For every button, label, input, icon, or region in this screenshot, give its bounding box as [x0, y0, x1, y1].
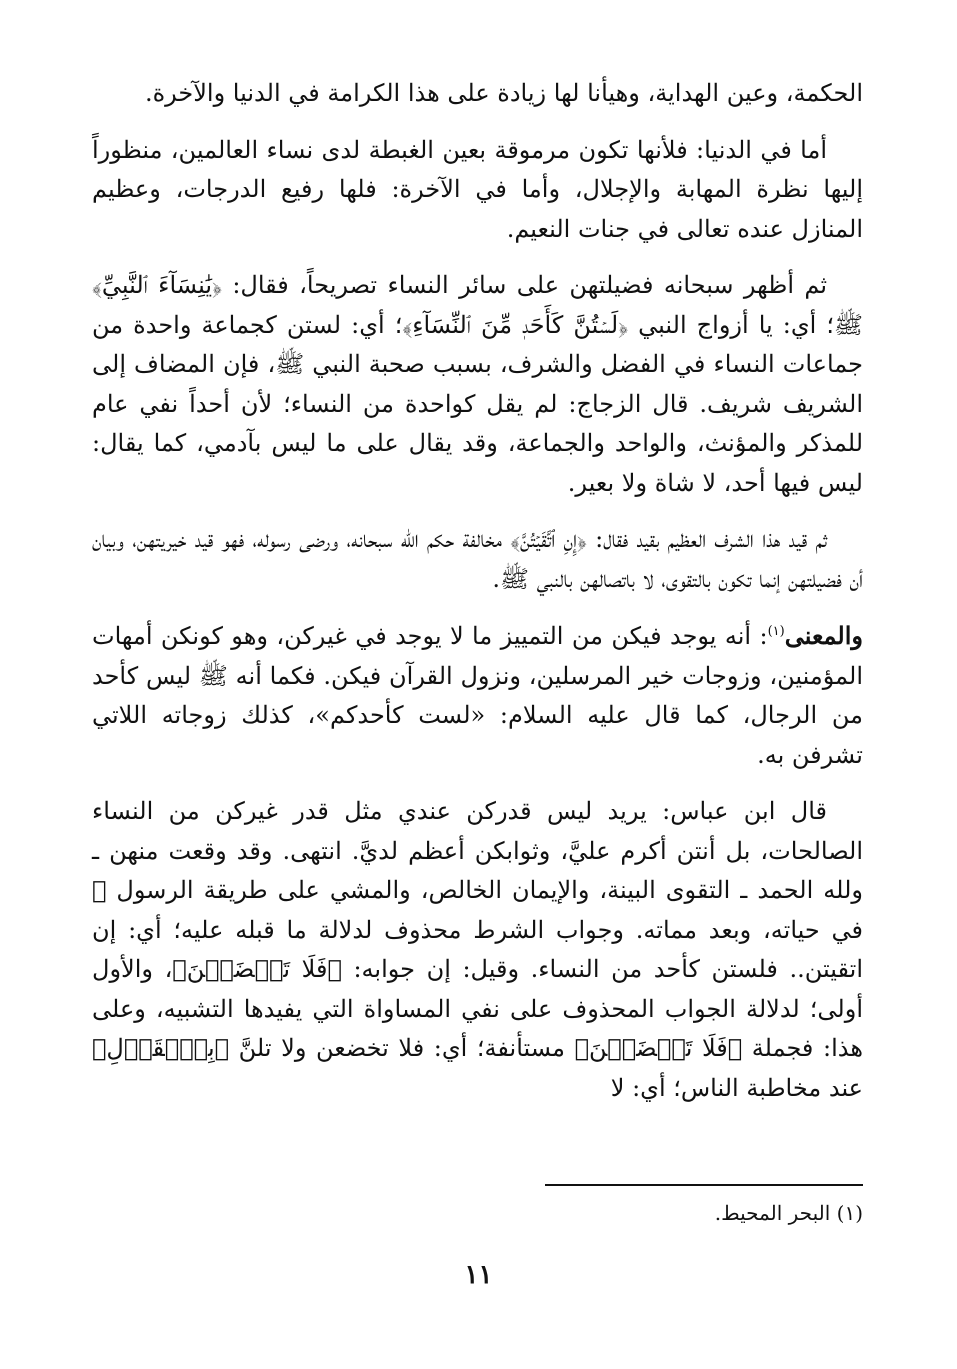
- paragraph-5: [92, 616, 863, 775]
- footnote-number: (١): [836, 1201, 863, 1225]
- paragraph-1: الحكمة، وعين الهداية، وهيأنا لها زيادة على هذا الكرامة في الدنيا والآخرة.: [144, 79, 863, 107]
- body-text: [92, 74, 863, 1125]
- paragraph-4: ثم قيد هذا الشرف العظيم بقيد فقال: ﴿إِنِ ٱتَّقَيۡتُنَّ﴾ مخالفة حكم الله سبحانه، ورضى رسوله، فهو قيد خيريتهن، وبيان أن فضيلتهن إنما تكون بالتقوى، لا باتصالهن بالنبي ﷺ.: [92, 525, 863, 593]
- footnote-text: البحر المحيط.: [714, 1201, 831, 1225]
- emphasized-term: والمعنى: [784, 621, 863, 650]
- paragraph-3: ثم أظهر سبحانه فضيلتهن على سائر النساء تصريحاً، فقال: ﴿يَٰنِسَآءَ ٱلنَّبِيِّ﴾ ﷺ؛ أي: يا أزواج النبي ﴿لَسۡتُنَّ كَأَحَدٖ مِّنَ ٱلنِّسَآءِ﴾؛ أي: لستن كجماعة واحدة من جماعات النساء في الفضل والشرف، بسبب صحبة النبي ﷺ، فإن المضاف إلى الشريف شريف. قال الزجاج: لم يقل كواحدة من النساء؛ لأن أحداً نفي عام للمذكر والمؤنث، والواحد والجماعة، وقد يقال على ما ليس بآدمي، كما يقال: ليس فيها أحد، لا شاة ولا بعير.: [92, 271, 863, 497]
- footnote: [545, 1198, 863, 1228]
- footnote-reference: (١): [767, 624, 785, 639]
- paragraph-2: أما في الدنيا: فلأنها تكون مرموقة بعين الغبطة لدى نساء العالمين، منظوراً إليها نظرة المهابة والإجلال، وأما في الآخرة: فلها رفيع الدرجات، وعظيم المنازل عنده تعالى في جنات النعيم.: [92, 135, 864, 243]
- page-number: ١١: [464, 1260, 493, 1290]
- footnote-separator: [545, 1184, 863, 1186]
- paragraph-5-text: : أنه يوجد فيكن من التمييز ما لا يوجد في غيركن، وهو كونكن أمهات المؤمنين، وزوجات خير المرسلين، ونزول القرآن فيكن. فكما أنه ﷺ ليس كأحد من الرجال، كما قال عليه السلام: «لست كأحدكم»، كذلك زوجاته اللاتي تشرفن به.: [92, 622, 863, 769]
- paragraph-6: قال ابن عباس: يريد ليس قدركن عندي مثل قدر غيركن من النساء الصالحات، بل أنتن أكرم عليَّ، وثوابكن أعظم لديَّ. انتهى. وقد وقعت منهن ـ ولله الحمد ـ التقوى البينة، والإيمان الخالص، والمشي على طريقة الرسول ﷺ في حياته، وبعد مماته. وجواب الشرط محذوف لدلالة ما قبله عليه؛ أي: إن اتقيتن.. فلستن كأحد من النساء. وقيل: إن جوابه: ﴿فَلَا تَخۡضَعۡنَ﴾، والأول أولى؛ لدلالة الجواب المحذوف على نفي المساواة التي يفيدها التشبيه، وعلى هذا: فجملة ﴿فَلَا تَخۡضَعۡنَ﴾ مستأنفة؛ أي: فلا تخضعن ولا تلنَّ ﴿بِٱلۡقَوۡلِ﴾ عند مخاطبة الناس؛ أي: لا: [92, 797, 863, 1102]
